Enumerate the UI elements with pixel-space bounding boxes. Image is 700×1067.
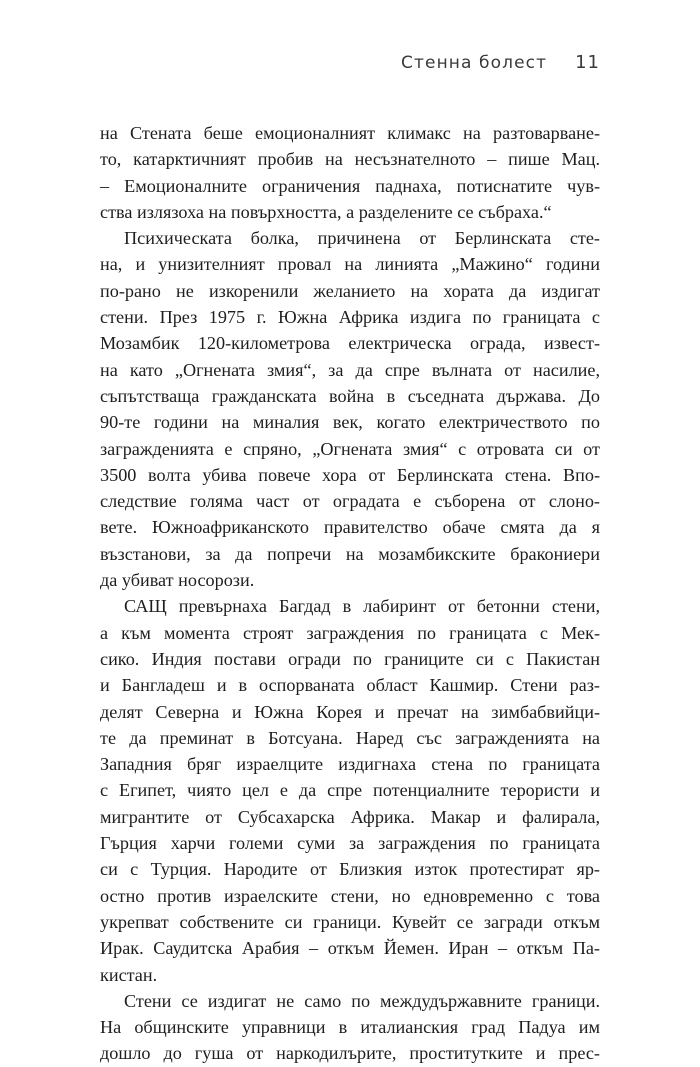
text-line: Мозамбик 120-километрова електрическа ограда, извест-: [100, 333, 600, 354]
text-line: вете. Южноафриканското правителство обаче смята да я: [100, 517, 600, 538]
text-line: укрепват собствените си граници. Кувейт се загради откъм: [100, 911, 600, 932]
text-line: на, и унизителният провал на линията „Мажино“ години: [100, 254, 600, 275]
text-line: те да преминат в Ботсуана. Наред със загражденията на: [100, 727, 600, 748]
text-line: си с Турция. Народите от Близкия изток протестират яр-: [100, 859, 600, 880]
text-line: Ирак. Саудитска Арабия – откъм Йемен. Иран – откъм Па-: [100, 938, 600, 959]
text-line: дошло до гуша от наркодилърите, проститутките и прес-: [100, 1043, 600, 1064]
paragraph: [100, 225, 600, 593]
text-line: Гърция харчи големи суми за заграждения по границата: [100, 833, 600, 854]
text-line: с Египет, чиято цел е да спре потенциалните терористи и: [100, 780, 600, 801]
text-line: мигрантите от Субсахарска Африка. Макар и фалирала,: [100, 806, 600, 827]
page-number: 11: [575, 52, 600, 73]
text-line: възстанови, за да попречи на мозамбикските бракониери: [100, 543, 600, 564]
text-line: то, катарктичният пробив на несъзнателното – пише Мац.: [100, 149, 600, 170]
text-line: стени. През 1975 г. Южна Африка издига по границата с: [100, 307, 600, 328]
text-line: кистан.: [100, 964, 158, 985]
text-line: Западния бряг израелците издигнаха стена по границата: [100, 754, 600, 775]
text-line: 90-те години на миналия век, когато електричеството по: [100, 412, 600, 433]
text-line: съпътстваща гражданската война в съседната държава. До: [100, 385, 600, 406]
text-line: сико. Индия постави огради по границите си с Пакистан: [100, 648, 600, 669]
text-line: следствие голяма част от оградата е съборена от слоно-: [100, 491, 600, 512]
paragraph: [100, 988, 600, 1067]
text-line: делят Северна и Южна Корея и пречат на зимбабвийци-: [100, 701, 600, 722]
text-line: загражденията е спряно, „Огнената змия“ с отровата си от: [100, 438, 600, 459]
text-line: ства излязоха на повърхността, а разделените се събраха.“: [100, 201, 552, 222]
paragraph: [100, 593, 600, 987]
text-line: и Бангладеш и в оспорваната област Кашмир. Стени раз-: [100, 675, 600, 696]
body-text: [100, 120, 600, 1067]
text-line: Психическата болка, причинена от Берлинската сте-: [124, 228, 600, 249]
text-line: – Емоционалните ограничения паднаха, потиснатите чув-: [100, 175, 600, 196]
text-line: На общинските управници в италианския град Падуа им: [100, 1017, 600, 1038]
text-line: 3500 волта убива повече хора от Берлинската стена. Впо-: [100, 464, 600, 485]
paragraph: [100, 120, 600, 225]
text-line: остно против израелските стени, но едновременно с това: [100, 885, 600, 906]
text-line: да убиват носорози.: [100, 570, 255, 591]
text-line: на Стената беше емоционалният климакс на разтоварване-: [100, 123, 600, 143]
text-line: по-рано не изкоренили желанието на хората да издигат: [100, 280, 600, 301]
text-line: а към момента строят заграждения по границата с Мек-: [100, 622, 600, 643]
text-line: Стени се издигат не само по междудържавните граници.: [124, 990, 600, 1011]
text-line: САЩ превърнаха Багдад в лабиринт от бетонни стени,: [124, 596, 600, 617]
page-header: [401, 52, 600, 73]
text-line: на като „Огнената змия“, за да спре вълната от насилие,: [100, 359, 600, 380]
running-title: Стенна болест: [401, 53, 548, 73]
